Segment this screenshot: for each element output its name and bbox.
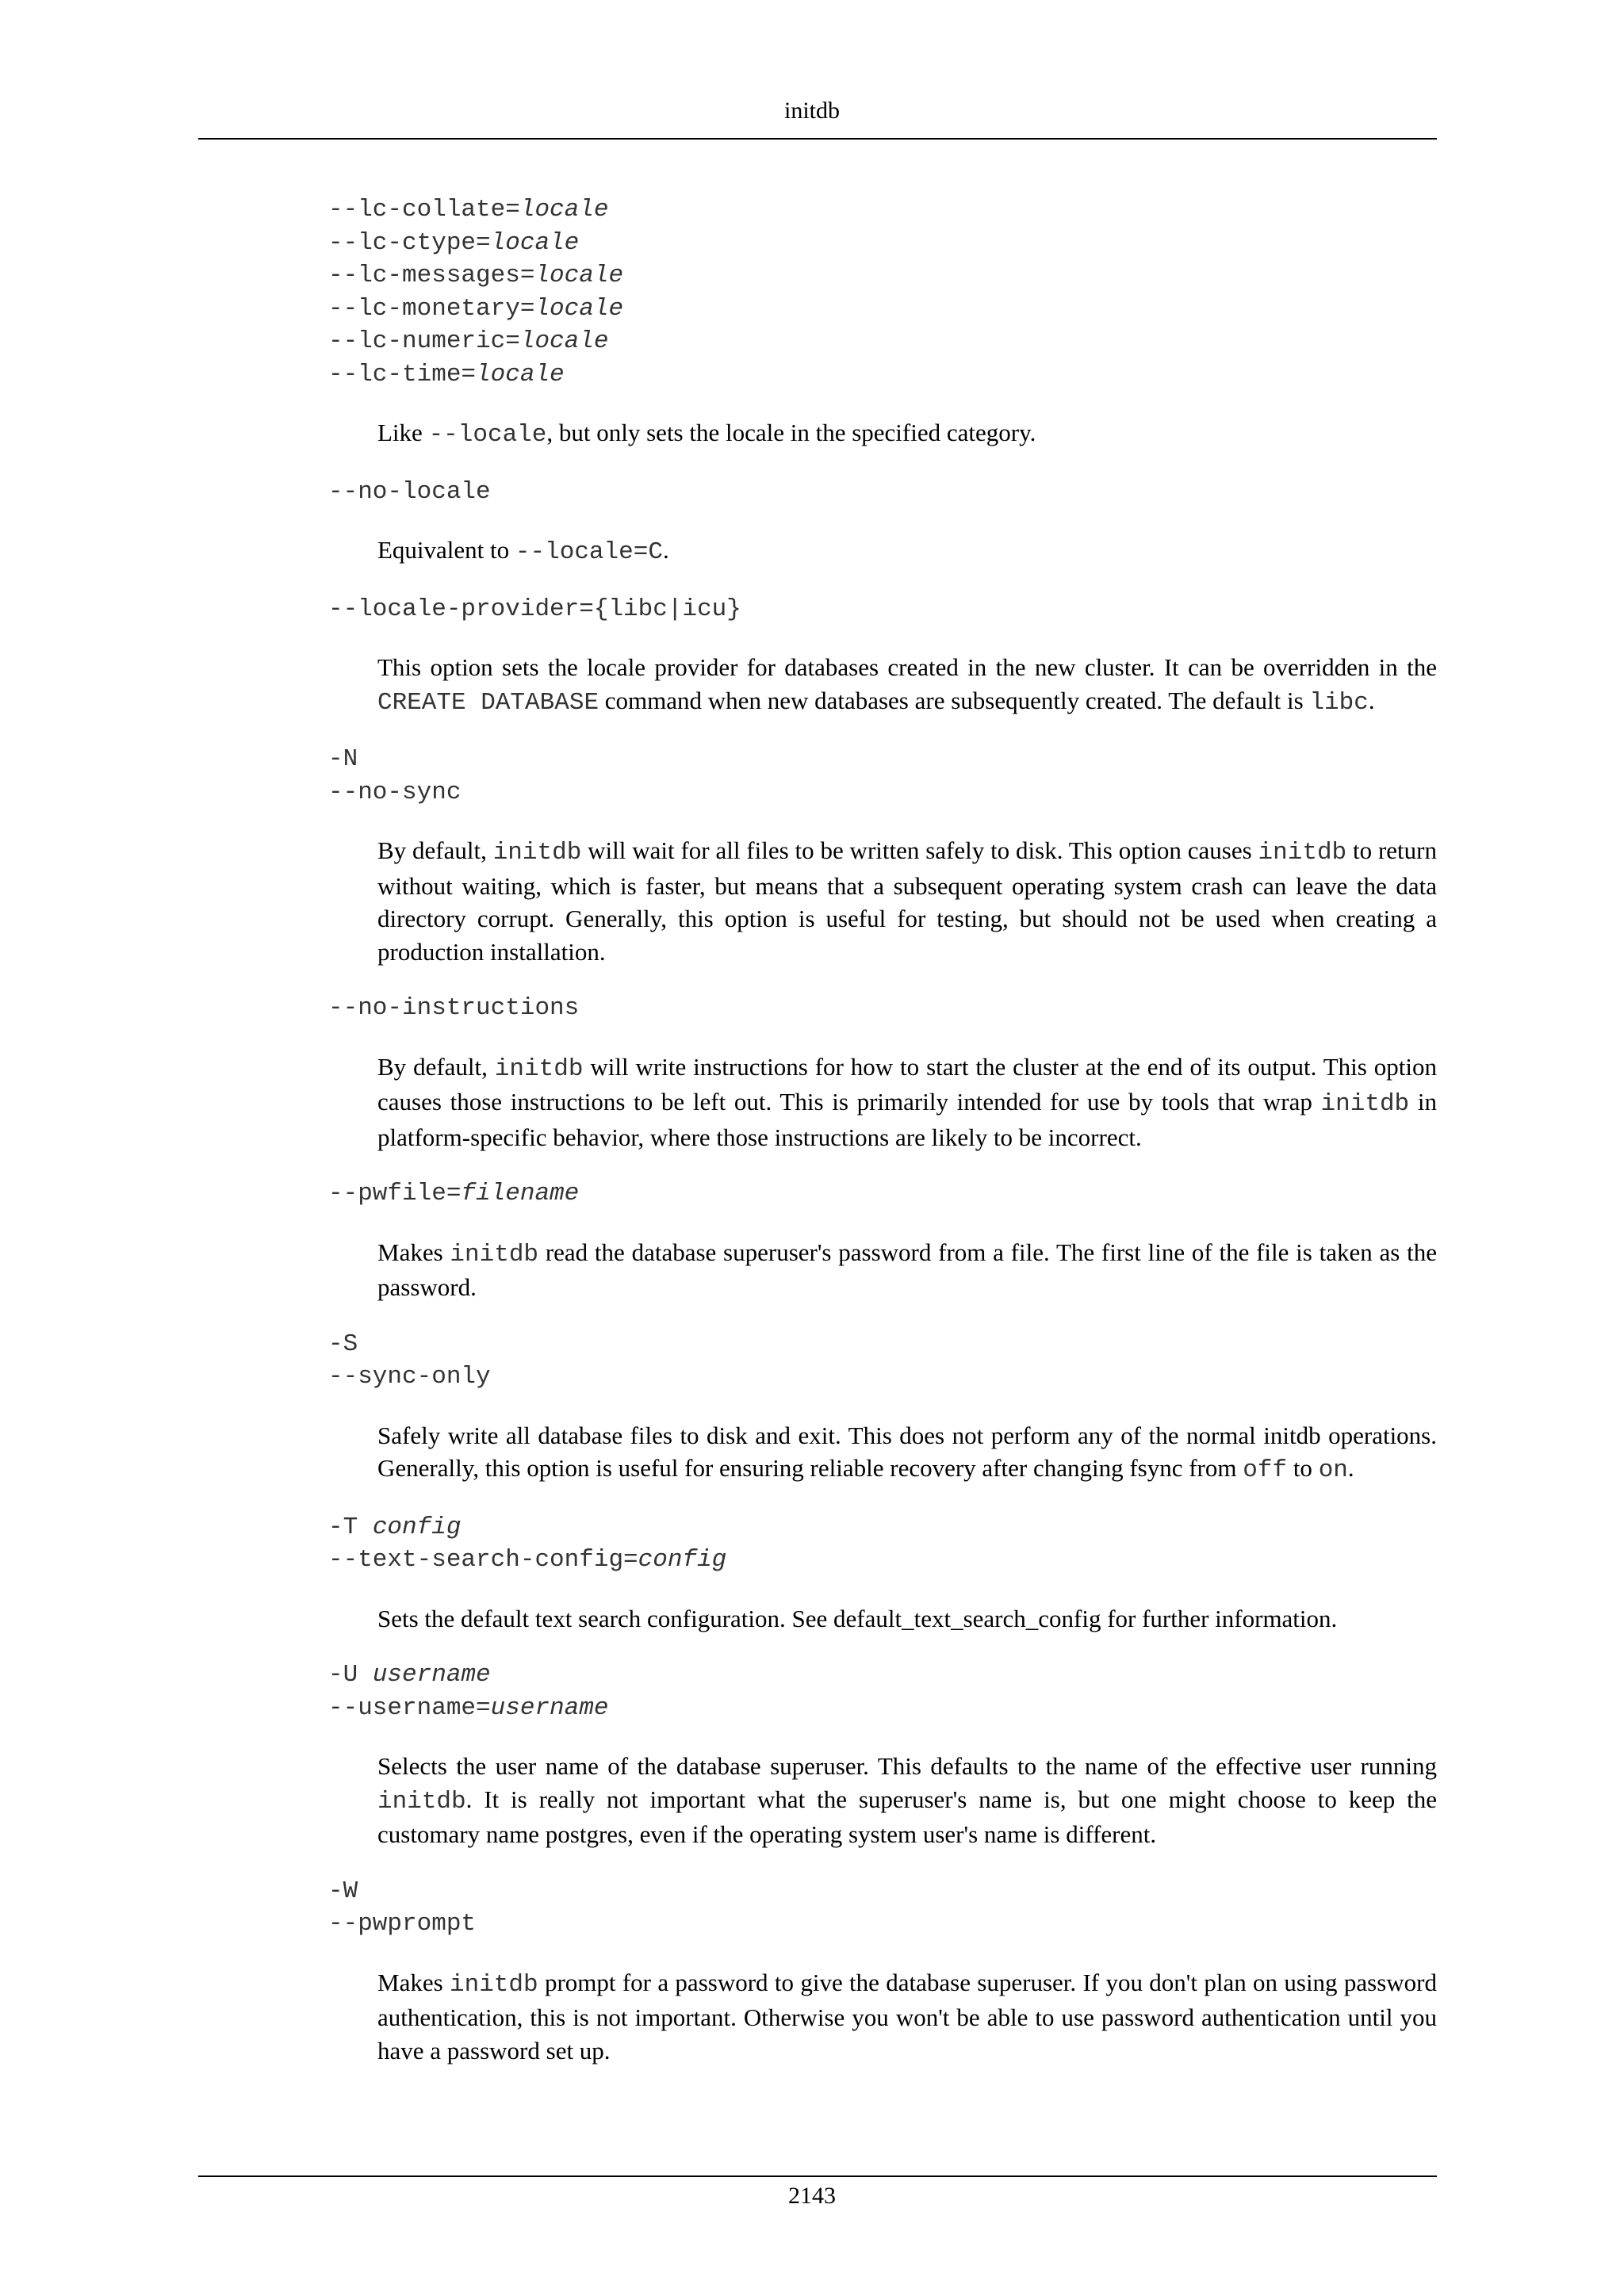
option-term: --lc-numeric=locale — [328, 327, 609, 355]
option-description: By default, initdb will wait for all files to be written safely to disk. This option causes initdb to return without waiting, which is faster, but means that a subsequent operating system crash can leave the data directory corrupt. Generally, this option is useful for testing, but should not be used when creating a production installation. — [377, 836, 1437, 966]
option-entry — [328, 1177, 1438, 1328]
option-term: --no-sync — [328, 778, 462, 806]
option-entry — [328, 1875, 1438, 2068]
option-description: Sets the default text search configuration. See default_text_search_config for further information. — [377, 1604, 1338, 1632]
option-term: --lc-ctype=locale — [328, 228, 580, 257]
option-term: --no-locale — [328, 477, 491, 506]
option-entry — [328, 1511, 1438, 1659]
option-term: --no-instructions — [328, 994, 580, 1022]
option-term: --pwfile=filename — [328, 1180, 580, 1207]
option-term: --locale-provider={libc|icu} — [328, 595, 741, 623]
option-description: Equivalent to --locale=C. — [377, 536, 669, 566]
option-entry — [328, 743, 1438, 992]
option-description: This option sets the locale provider for databases created in the new cluster. It can be overridden in the CREATE DATABASE command when new databases are subsequently created. The default is libc. — [377, 653, 1437, 717]
option-description: Makes initdb prompt for a password to give the database superuser. If you don't plan on using password authentication, this is not important. Otherwise you won't be able to use password authentication until you have a password set up. — [377, 1968, 1437, 2064]
header-rule — [198, 138, 1437, 140]
page-number: 2143 — [788, 2183, 836, 2209]
option-term: --text-search-config=config — [328, 1546, 727, 1574]
option-description: Makes initdb read the database superuser's password from a file. The first line of the file is taken as the password. — [377, 1238, 1437, 1301]
option-term: --sync-only — [328, 1363, 491, 1391]
option-term: --username=username — [328, 1693, 609, 1722]
option-entry — [328, 193, 1438, 476]
option-description: Like --locale, but only sets the locale in the specified category. — [377, 419, 1036, 449]
option-term: --pwprompt — [328, 1910, 477, 1938]
option-term: -U username — [328, 1661, 491, 1689]
option-list — [328, 193, 1438, 2067]
option-term: -N — [328, 745, 358, 773]
option-entry — [328, 1328, 1438, 1511]
page-header-title: initdb — [783, 98, 840, 124]
option-term: -W — [328, 1877, 358, 1905]
option-term: -S — [328, 1330, 358, 1358]
option-term: --lc-messages=locale — [328, 262, 624, 289]
option-term: -T config — [328, 1513, 462, 1541]
option-term: --lc-collate=locale — [328, 196, 609, 224]
option-entry — [328, 1659, 1438, 1875]
option-description: Selects the user name of the database superuser. This defaults to the name of the effective user running initdb. It is really not important what the superuser's name is, but one might choose to keep the customary name postgres, even if the operating system user's name is different. — [377, 1752, 1437, 1848]
option-entry — [328, 593, 1438, 744]
option-term: --lc-monetary=locale — [328, 294, 624, 323]
option-term: --lc-time=locale — [328, 360, 565, 388]
footer-rule — [198, 2175, 1437, 2177]
option-description: By default, initdb will write instructions for how to start the cluster at the end of its output. This option causes those instructions to be left out. This is primarily intended for use by tools that wrap initdb in platform-specific behavior, where those instructions are likely to be incorrect. — [377, 1052, 1437, 1151]
option-entry — [328, 476, 1438, 593]
option-description: Safely write all database files to disk and exit. This does not perform any of the normal initdb operations. Generally, this option is useful for ensuring reliable recovery after changing fsync from off to on. — [377, 1421, 1437, 1484]
option-entry — [328, 992, 1438, 1177]
